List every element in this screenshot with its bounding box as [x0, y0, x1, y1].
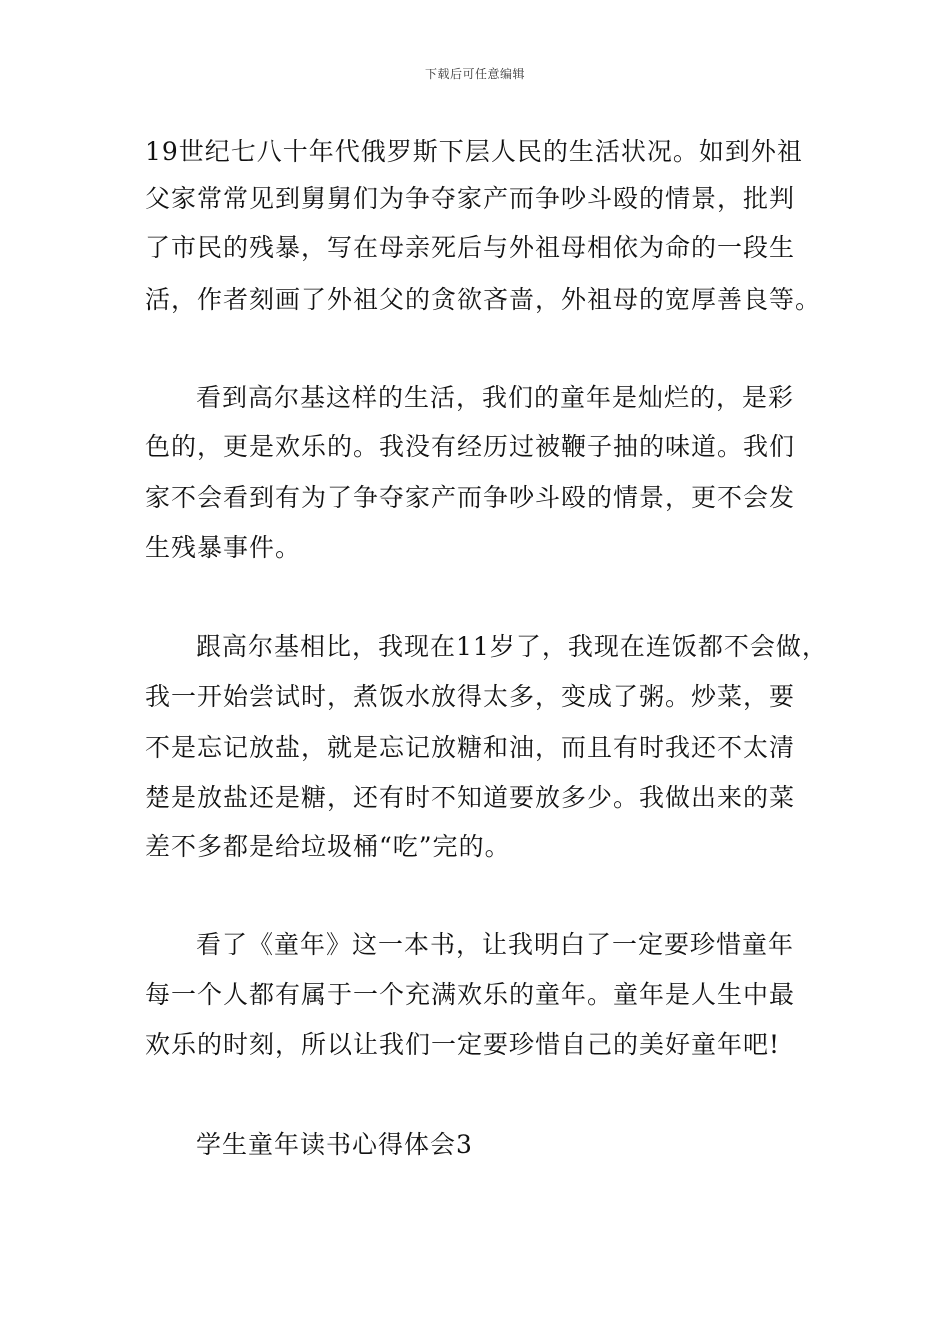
paragraph-3-line-1: 跟高尔基相比，我现在11岁了，我现在连饭都不会做，	[196, 632, 828, 661]
paragraph-4-line-2: 每一个人都有属于一个充满欢乐的童年。童年是人生中最	[145, 980, 796, 1009]
paragraph-4-line-3: 欢乐的时刻，所以让我们一定要珍惜自己的美好童年吧!	[145, 1030, 781, 1059]
paragraph-4-line-1: 看了《童年》这一本书，让我明白了一定要珍惜童年	[196, 930, 795, 959]
paragraph-2-line-1: 看到高尔基这样的生活，我们的童年是灿烂的，是彩	[196, 383, 795, 412]
paragraph-3-line-3: 不是忘记放盐，就是忘记放糖和油，而且有时我还不太清	[145, 733, 796, 762]
paragraph-1-line-4: 活，作者刻画了外祖父的贪欲吝啬，外祖母的宽厚善良等。	[145, 285, 822, 314]
paragraph-2-line-3: 家不会看到有为了争夺家产而争吵斗殴的情景，更不会发	[145, 483, 796, 512]
paragraph-2-line-2: 色的，更是欢乐的。我没有经历过被鞭子抽的味道。我们	[145, 432, 796, 461]
paragraph-3-line-4: 楚是放盐还是糖，还有时不知道要放多少。我做出来的菜	[145, 783, 796, 812]
paragraph-1-line-2: 父家常常见到舅舅们为争夺家产而争吵斗殴的情景，批判	[145, 184, 796, 213]
paragraph-2-line-4: 生残暴事件。	[145, 533, 302, 562]
paragraph-1-line-1: 19世纪七八十年代俄罗斯下层人民的生活状况。如到外祖	[145, 137, 803, 166]
paragraph-3-line-2: 我一开始尝试时，煮饭水放得太多，变成了粥。炒菜，要	[145, 682, 796, 711]
section-heading: 学生童年读书心得体会3	[196, 1130, 473, 1159]
download-note: 下载后可任意编辑	[424, 67, 525, 81]
paragraph-1-line-3: 了市民的残暴，写在母亲死后与外祖母相依为命的一段生	[145, 233, 796, 262]
paragraph-3-line-5: 差不多都是给垃圾桶“吃”完的。	[145, 832, 511, 861]
